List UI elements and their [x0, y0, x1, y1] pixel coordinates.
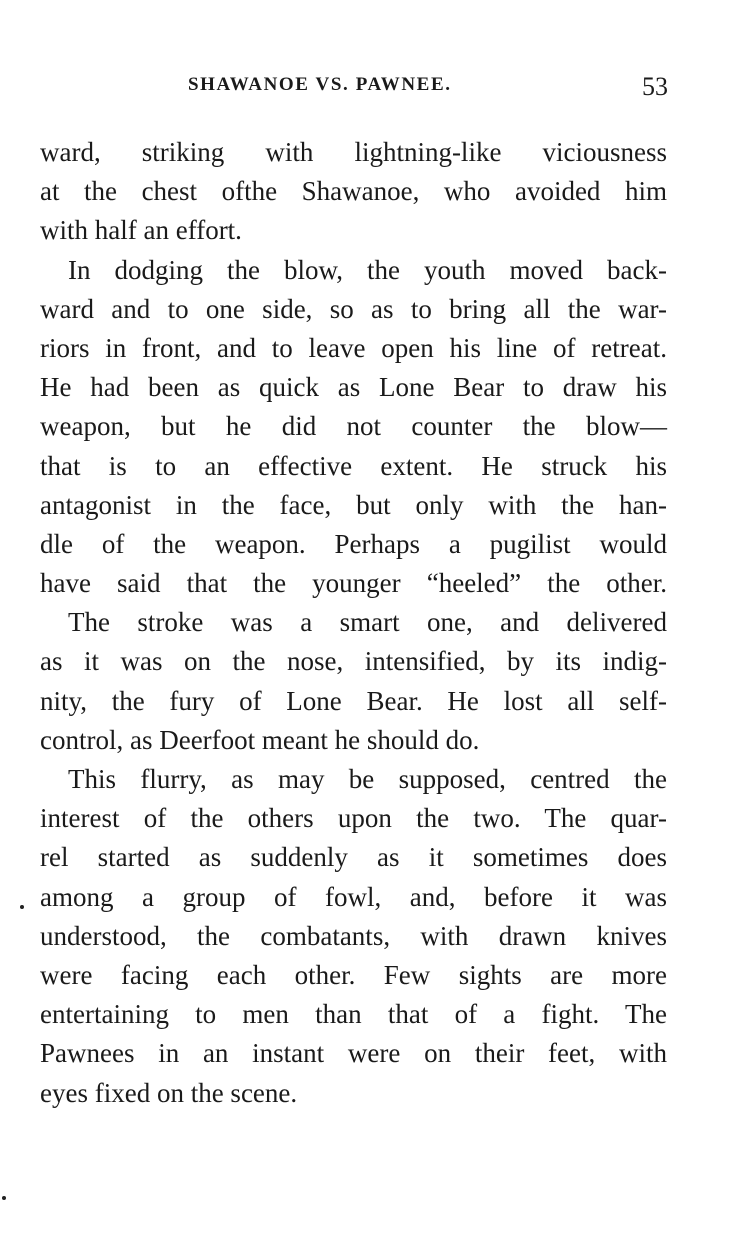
text-line: were facing each other. Few sights are more — [40, 959, 667, 990]
text-line: at the chest ofthe Shawanoe, who avoided him — [40, 176, 667, 207]
text-line: interest of the others upon the two. The quar- — [40, 803, 667, 834]
text-line: He had been as quick as Lone Bear to draw his — [40, 372, 667, 403]
text-line: This flurry, as may be supposed, centred the — [68, 764, 667, 794]
text-line: understood, the combatants, with drawn knives — [40, 920, 667, 951]
running-title: SHAWANOE VS. PAWNEE. — [188, 74, 452, 95]
text-line: Pawnees in an instant were on their feet, with — [40, 1038, 667, 1069]
text-line: ward and to one side, so as to bring all the war- — [40, 293, 667, 324]
text-line: entertaining to men than that of a fight. The — [40, 999, 667, 1030]
text-line: weapon, but he did not counter the blow— — [40, 411, 667, 442]
print-speck — [2, 1196, 6, 1200]
text-line: rel started as suddenly as it sometimes does — [40, 842, 667, 873]
running-head — [40, 74, 670, 104]
text-line: riors in front, and to leave open his line of retreat. — [40, 332, 667, 363]
paragraph-1 — [40, 133, 667, 251]
text-line: control, as Deerfoot meant he should do. — [40, 724, 480, 755]
text-line: with half an effort. — [40, 215, 242, 246]
page-number: 53 — [642, 72, 668, 101]
text-line: among a group of fowl, and, before it was — [40, 881, 667, 912]
print-speck — [20, 905, 24, 909]
paragraph-2 — [40, 251, 667, 604]
paragraph-4 — [40, 760, 667, 1113]
text-line: have said that the younger “heeled” the other. — [40, 568, 667, 599]
text-line: nity, the fury of Lone Bear. He lost all self- — [40, 685, 667, 716]
text-line: eyes fixed on the scene. — [40, 1077, 298, 1108]
text-line: dle of the weapon. Perhaps a pugilist would — [40, 528, 667, 559]
text-line: antagonist in the face, but only with the han- — [40, 489, 667, 520]
text-line: that is to an effective extent. He struck his — [40, 450, 667, 481]
text-line: The stroke was a smart one, and delivered — [68, 607, 667, 638]
text-line: ward, striking with lightning-like viciousness — [40, 137, 667, 167]
paragraph-3 — [40, 603, 667, 760]
body-text — [40, 133, 667, 1113]
text-line: In dodging the blow, the youth moved back- — [68, 254, 667, 285]
text-line: as it was on the nose, intensified, by its indig- — [40, 646, 667, 677]
